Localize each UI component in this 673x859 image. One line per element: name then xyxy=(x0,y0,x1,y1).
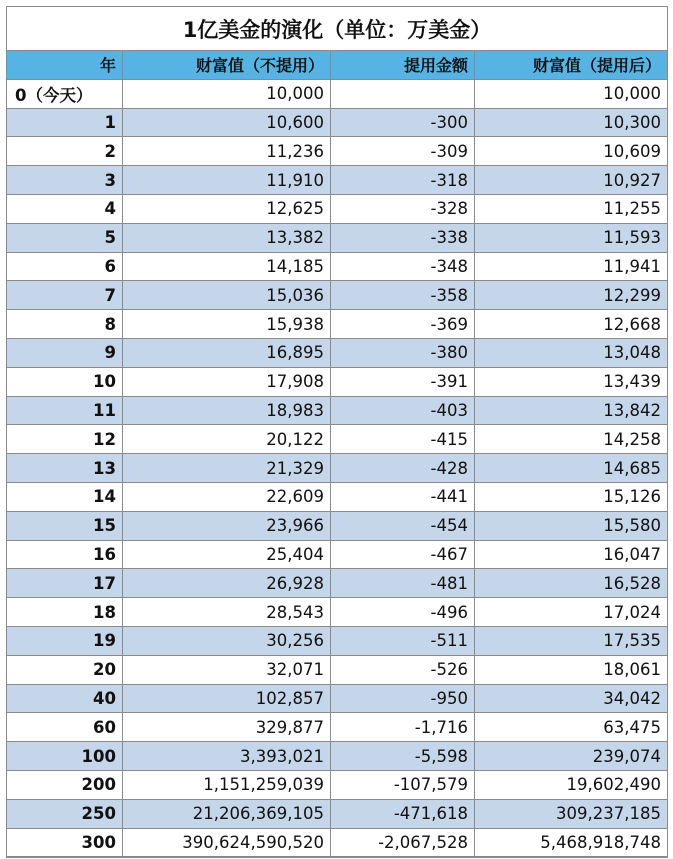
wealth-no-withdraw-cell: 102,857 xyxy=(123,685,331,713)
year-cell: 18 xyxy=(7,598,123,626)
table-row xyxy=(7,800,667,829)
wealth-after-withdraw-cell: 15,126 xyxy=(603,487,661,507)
withdraw-amount-cell xyxy=(331,80,475,108)
table-row xyxy=(7,310,667,339)
wealth-no-withdraw-cell: 14,185 xyxy=(123,253,331,281)
year-cell: 40 xyxy=(7,685,123,713)
wealth-no-withdraw-cell: 11,236 xyxy=(123,137,331,165)
withdraw-amount-cell: -380 xyxy=(331,339,475,367)
wealth-after-withdraw-cell: 11,255 xyxy=(603,199,661,219)
wealth-after-withdraw-cell: 13,439 xyxy=(603,372,661,392)
wealth-after-withdraw-cell: 19,602,490 xyxy=(566,775,661,795)
wealth-after-withdraw-cell: 18,061 xyxy=(603,660,661,680)
year-cell: 7 xyxy=(7,281,123,309)
table-row xyxy=(7,598,667,627)
wealth-after-withdraw-cell: 11,593 xyxy=(603,228,661,248)
withdraw-amount-cell: -441 xyxy=(331,483,475,511)
wealth-no-withdraw-cell: 32,071 xyxy=(123,656,331,684)
year-cell: 16 xyxy=(7,541,123,569)
table-row xyxy=(7,397,667,426)
table-row xyxy=(7,224,667,253)
year-cell: 4 xyxy=(7,195,123,223)
wealth-after-withdraw-cell: 11,941 xyxy=(603,256,661,276)
wealth-after-withdraw-cell: 63,475 xyxy=(603,717,661,737)
wealth-no-withdraw-cell: 18,983 xyxy=(123,397,331,425)
year-cell: 1 xyxy=(7,109,123,137)
year-cell: 250 xyxy=(7,800,123,828)
withdraw-amount-cell: -391 xyxy=(331,368,475,396)
withdraw-amount-cell: -369 xyxy=(331,310,475,338)
wealth-no-withdraw-cell: 30,256 xyxy=(123,627,331,655)
table-row xyxy=(7,569,667,598)
wealth-no-withdraw-cell: 15,938 xyxy=(123,310,331,338)
table-row xyxy=(7,771,667,800)
withdraw-amount-cell: -1,716 xyxy=(331,713,475,741)
wealth-after-withdraw-cell: 309,237,185 xyxy=(556,804,661,824)
table-title: 1亿美金的演化（单位：万美金） xyxy=(7,7,667,51)
year-cell: 12 xyxy=(7,425,123,453)
wealth-no-withdraw-cell: 20,122 xyxy=(123,425,331,453)
withdraw-amount-cell: -328 xyxy=(331,195,475,223)
table-row xyxy=(7,195,667,224)
table-row xyxy=(7,713,667,742)
wealth-after-withdraw-cell: 12,668 xyxy=(603,314,661,334)
wealth-no-withdraw-cell: 3,393,021 xyxy=(123,742,331,770)
header-wealth-no-withdraw: 财富值（不提用） xyxy=(123,51,331,79)
wealth-no-withdraw-cell: 329,877 xyxy=(123,713,331,741)
withdraw-amount-cell: -318 xyxy=(331,166,475,194)
wealth-no-withdraw-cell: 10,600 xyxy=(123,109,331,137)
withdraw-amount-cell: -309 xyxy=(331,137,475,165)
table-row xyxy=(7,829,667,858)
withdraw-amount-cell: -300 xyxy=(331,109,475,137)
wealth-after-withdraw-cell: 16,528 xyxy=(603,573,661,593)
wealth-no-withdraw-cell: 11,910 xyxy=(123,166,331,194)
withdraw-amount-cell: -950 xyxy=(331,685,475,713)
wealth-after-withdraw-cell: 14,258 xyxy=(603,429,661,449)
wealth-no-withdraw-cell: 28,543 xyxy=(123,598,331,626)
withdraw-amount-cell: -496 xyxy=(331,598,475,626)
wealth-no-withdraw-cell: 13,382 xyxy=(123,224,331,252)
wealth-after-withdraw-cell: 13,048 xyxy=(603,343,661,363)
table-row xyxy=(7,166,667,195)
withdraw-amount-cell: -2,067,528 xyxy=(331,829,475,857)
wealth-no-withdraw-cell: 390,624,590,520 xyxy=(123,829,331,857)
header-withdraw-amount: 提用金额 xyxy=(331,51,475,79)
year-cell: 15 xyxy=(7,512,123,540)
year-cell: 14 xyxy=(7,483,123,511)
wealth-after-withdraw-cell: 10,000 xyxy=(603,84,661,104)
table-row xyxy=(7,425,667,454)
table-body xyxy=(7,80,667,858)
wealth-after-withdraw-cell: 34,042 xyxy=(603,688,661,708)
year-cell: 100 xyxy=(7,742,123,770)
year-cell: 8 xyxy=(7,310,123,338)
withdraw-amount-cell: -511 xyxy=(331,627,475,655)
table-row xyxy=(7,137,667,166)
wealth-no-withdraw-cell: 25,404 xyxy=(123,541,331,569)
year-cell: 0（今天） xyxy=(7,80,123,108)
withdraw-amount-cell: -471,618 xyxy=(331,800,475,828)
year-cell: 5 xyxy=(7,224,123,252)
header-year: 年 xyxy=(7,51,123,79)
wealth-no-withdraw-cell: 10,000 xyxy=(123,80,331,108)
withdraw-amount-cell: -467 xyxy=(331,541,475,569)
table-row xyxy=(7,742,667,771)
wealth-after-withdraw-cell: 10,927 xyxy=(603,170,661,190)
table-row xyxy=(7,281,667,310)
wealth-after-withdraw-cell: 17,024 xyxy=(603,602,661,622)
withdraw-amount-cell: -358 xyxy=(331,281,475,309)
table-row xyxy=(7,627,667,656)
wealth-no-withdraw-cell: 15,036 xyxy=(123,281,331,309)
wealth-after-withdraw-cell: 239,074 xyxy=(592,746,661,766)
year-cell: 10 xyxy=(7,368,123,396)
wealth-no-withdraw-cell: 23,966 xyxy=(123,512,331,540)
wealth-no-withdraw-cell: 1,151,259,039 xyxy=(123,771,331,799)
year-cell: 11 xyxy=(7,397,123,425)
year-cell: 2 xyxy=(7,137,123,165)
withdraw-amount-cell: -348 xyxy=(331,253,475,281)
wealth-after-withdraw-cell: 15,580 xyxy=(603,516,661,536)
withdraw-amount-cell: -338 xyxy=(331,224,475,252)
header-row xyxy=(7,51,667,80)
wealth-no-withdraw-cell: 12,625 xyxy=(123,195,331,223)
wealth-after-withdraw-cell: 10,300 xyxy=(603,112,661,132)
wealth-no-withdraw-cell: 21,329 xyxy=(123,454,331,482)
table-row xyxy=(7,368,667,397)
table-row xyxy=(7,339,667,368)
wealth-after-withdraw-cell: 13,842 xyxy=(603,400,661,420)
year-cell: 19 xyxy=(7,627,123,655)
year-cell: 200 xyxy=(7,771,123,799)
wealth-after-withdraw-cell: 12,299 xyxy=(603,285,661,305)
year-cell: 3 xyxy=(7,166,123,194)
year-cell: 17 xyxy=(7,569,123,597)
withdraw-amount-cell: -481 xyxy=(331,569,475,597)
wealth-no-withdraw-cell: 26,928 xyxy=(123,569,331,597)
year-cell: 60 xyxy=(7,713,123,741)
year-cell: 300 xyxy=(7,829,123,857)
withdraw-amount-cell: -415 xyxy=(331,425,475,453)
withdraw-amount-cell: -454 xyxy=(331,512,475,540)
withdraw-amount-cell: -107,579 xyxy=(331,771,475,799)
wealth-after-withdraw-cell: 17,535 xyxy=(603,631,661,651)
year-cell: 6 xyxy=(7,253,123,281)
table-row xyxy=(7,656,667,685)
table-row xyxy=(7,253,667,282)
spreadsheet-table xyxy=(6,6,668,858)
wealth-no-withdraw-cell: 22,609 xyxy=(123,483,331,511)
table-row xyxy=(7,80,667,109)
wealth-after-withdraw-cell: 16,047 xyxy=(603,544,661,564)
withdraw-amount-cell: -403 xyxy=(331,397,475,425)
withdraw-amount-cell: -526 xyxy=(331,656,475,684)
wealth-no-withdraw-cell: 21,206,369,105 xyxy=(123,800,331,828)
withdraw-amount-cell: -428 xyxy=(331,454,475,482)
table-row xyxy=(7,541,667,570)
wealth-no-withdraw-cell: 17,908 xyxy=(123,368,331,396)
table-row xyxy=(7,483,667,512)
header-wealth-after-withdraw: 财富值（提用后） xyxy=(532,56,661,76)
table-row xyxy=(7,454,667,483)
table-row xyxy=(7,109,667,138)
wealth-after-withdraw-cell: 5,468,918,748 xyxy=(540,832,661,852)
wealth-after-withdraw-cell: 14,685 xyxy=(603,458,661,478)
table-row xyxy=(7,685,667,714)
table-row xyxy=(7,512,667,541)
wealth-no-withdraw-cell: 16,895 xyxy=(123,339,331,367)
year-cell: 13 xyxy=(7,454,123,482)
year-cell: 9 xyxy=(7,339,123,367)
year-cell: 20 xyxy=(7,656,123,684)
wealth-after-withdraw-cell: 10,609 xyxy=(603,141,661,161)
withdraw-amount-cell: -5,598 xyxy=(331,742,475,770)
